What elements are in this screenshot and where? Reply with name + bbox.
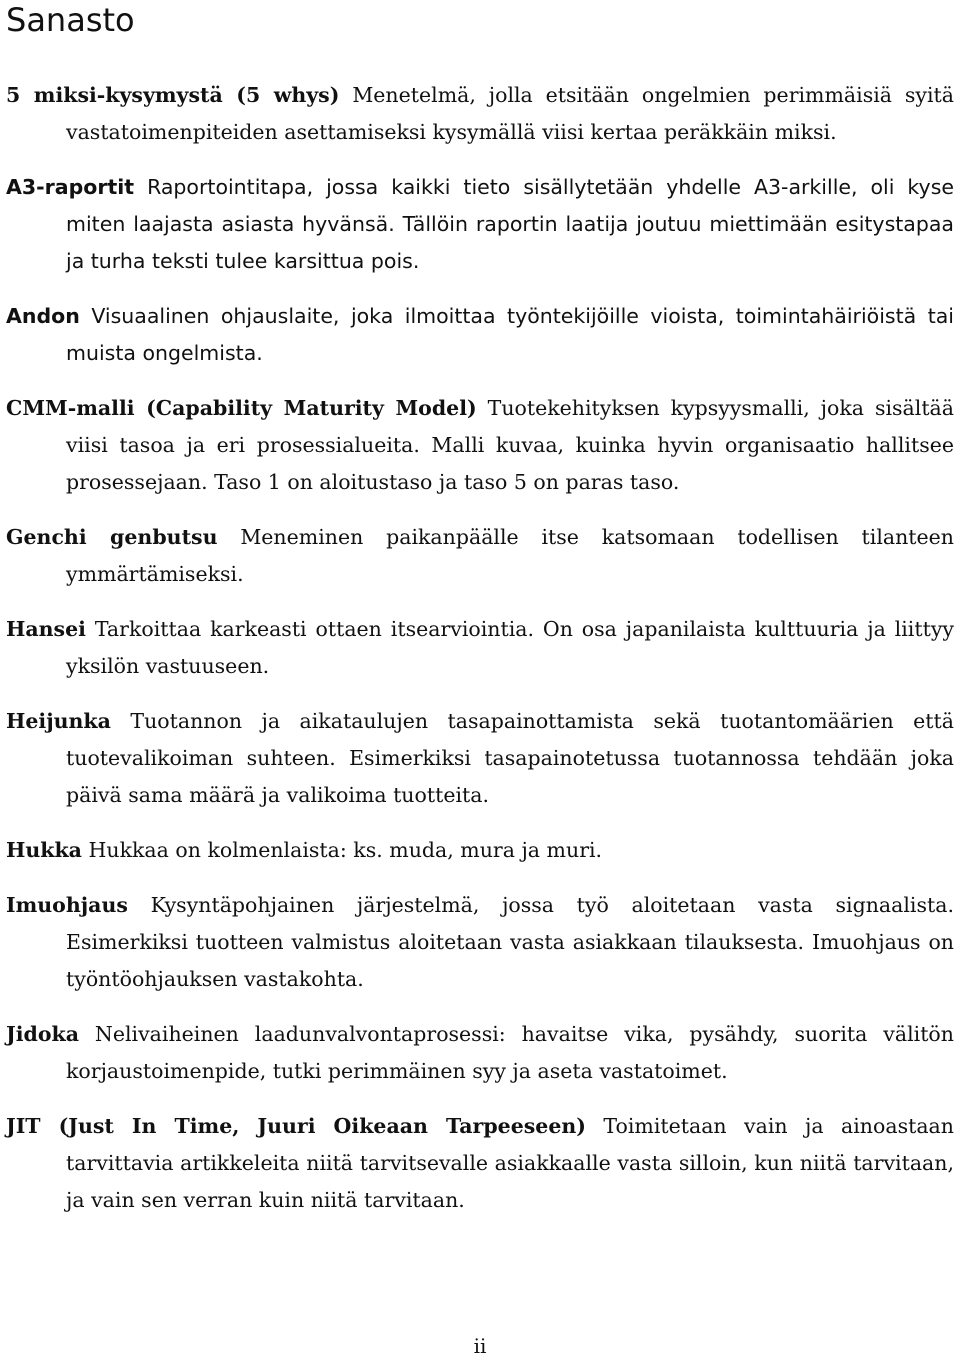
- glossary-term: A3-raportit: [6, 175, 135, 199]
- glossary-entry-jit: [6, 1108, 954, 1219]
- glossary-term: Jidoka: [6, 1022, 79, 1046]
- page-number: ii: [473, 1334, 487, 1358]
- glossary-page: [6, 0, 954, 1237]
- glossary-term: Hukka: [6, 838, 82, 862]
- glossary-term: JIT (Just In Time, Juuri Oikeaan Tarpeeseen): [6, 1114, 586, 1138]
- glossary-definition: Kysyntäpohjainen järjestelmä, jossa työ aloitetaan vasta signaalista. Esimerkiksi tuotteen valmistus aloitetaan vasta asiakkaan tilauksesta. Imuohjaus on työntöohjauksen vastakohta.: [66, 893, 954, 991]
- glossary-definition: Tuotannon ja aikataulujen tasapainottamista sekä tuotantomäärien että tuotevalikoiman suhteen. Esimerkiksi tasapainotetussa tuotannossa tehdään joka päivä sama määrä ja valikoima tuotteita.: [66, 709, 954, 807]
- glossary-entry-a3-raportit: [6, 169, 954, 280]
- glossary-entry-5-whys: [6, 77, 954, 151]
- glossary-term: Andon: [6, 304, 80, 328]
- page-title: Sanasto: [6, 1, 135, 39]
- glossary-entry-heijunka: [6, 703, 954, 814]
- glossary-definition: Toimitetaan vain ja ainoastaan tarvittavia artikkeleita niitä tarvitsevalle asiakkaalle vasta silloin, kun niitä tarvitaan, ja vain sen verran kuin niitä tarvitaan.: [66, 1114, 954, 1212]
- glossary-definition: Raportointitapa, jossa kaikki tieto sisällytetään yhdelle A3-arkille, oli kyse miten laajasta asiasta hyvänsä. Tällöin raportin laatija joutuu miettimään esitystapaa ja turha teksti tulee karsittua pois.: [66, 175, 954, 273]
- glossary-term: Genchi genbutsu: [6, 525, 218, 549]
- glossary-entry-jidoka: [6, 1016, 954, 1090]
- glossary-term: CMM-malli (Capability Maturity Model): [6, 396, 477, 420]
- glossary-entry-andon: [6, 298, 954, 372]
- glossary-term: 5 miksi-kysymystä (5 whys): [6, 83, 340, 107]
- glossary-definition: Tarkoittaa karkeasti ottaen itsearviointia. On osa japanilaista kulttuuria ja liittyy yksilön vastuuseen.: [66, 617, 954, 678]
- glossary-entry-genchi-genbutsu: [6, 519, 954, 593]
- glossary-definition: Nelivaiheinen laadunvalvontaprosessi: havaitse vika, pysähdy, suorita välitön korjaustoimenpide, tutki perimmäinen syy ja aseta vastatoimet.: [66, 1022, 954, 1083]
- glossary-definition: Hukkaa on kolmenlaista: ks. muda, mura ja muri.: [88, 838, 603, 862]
- glossary-term: Heijunka: [6, 709, 111, 733]
- glossary-entry-hukka: [6, 832, 954, 869]
- glossary-definition: Tuotekehityksen kypsyysmalli, joka sisältää viisi tasoa ja eri prosessialueita. Malli kuvaa, kuinka hyvin organisaatio hallitsee prosessejaan. Taso 1 on aloitustaso ja taso 5 on paras taso.: [66, 396, 954, 494]
- glossary-definition: Meneminen paikanpäälle itse katsomaan todellisen tilanteen ymmärtämiseksi.: [66, 525, 954, 586]
- glossary-definition: Visuaalinen ohjauslaite, joka ilmoittaa työntekijöille vioista, toimintahäiriöistä tai muista ongelmista.: [66, 304, 954, 365]
- glossary-term: Imuohjaus: [6, 893, 128, 917]
- glossary-definition: Menetelmä, jolla etsitään ongelmien perimmäisiä syitä vastatoimenpiteiden asettamiseksi kysymällä viisi kertaa peräkkäin miksi.: [66, 83, 954, 144]
- glossary-entry-cmm-malli: [6, 390, 954, 501]
- glossary-entry-imuohjaus: [6, 887, 954, 998]
- glossary-term: Hansei: [6, 617, 86, 641]
- glossary-entry-hansei: [6, 611, 954, 685]
- glossary-list: [6, 77, 954, 1219]
